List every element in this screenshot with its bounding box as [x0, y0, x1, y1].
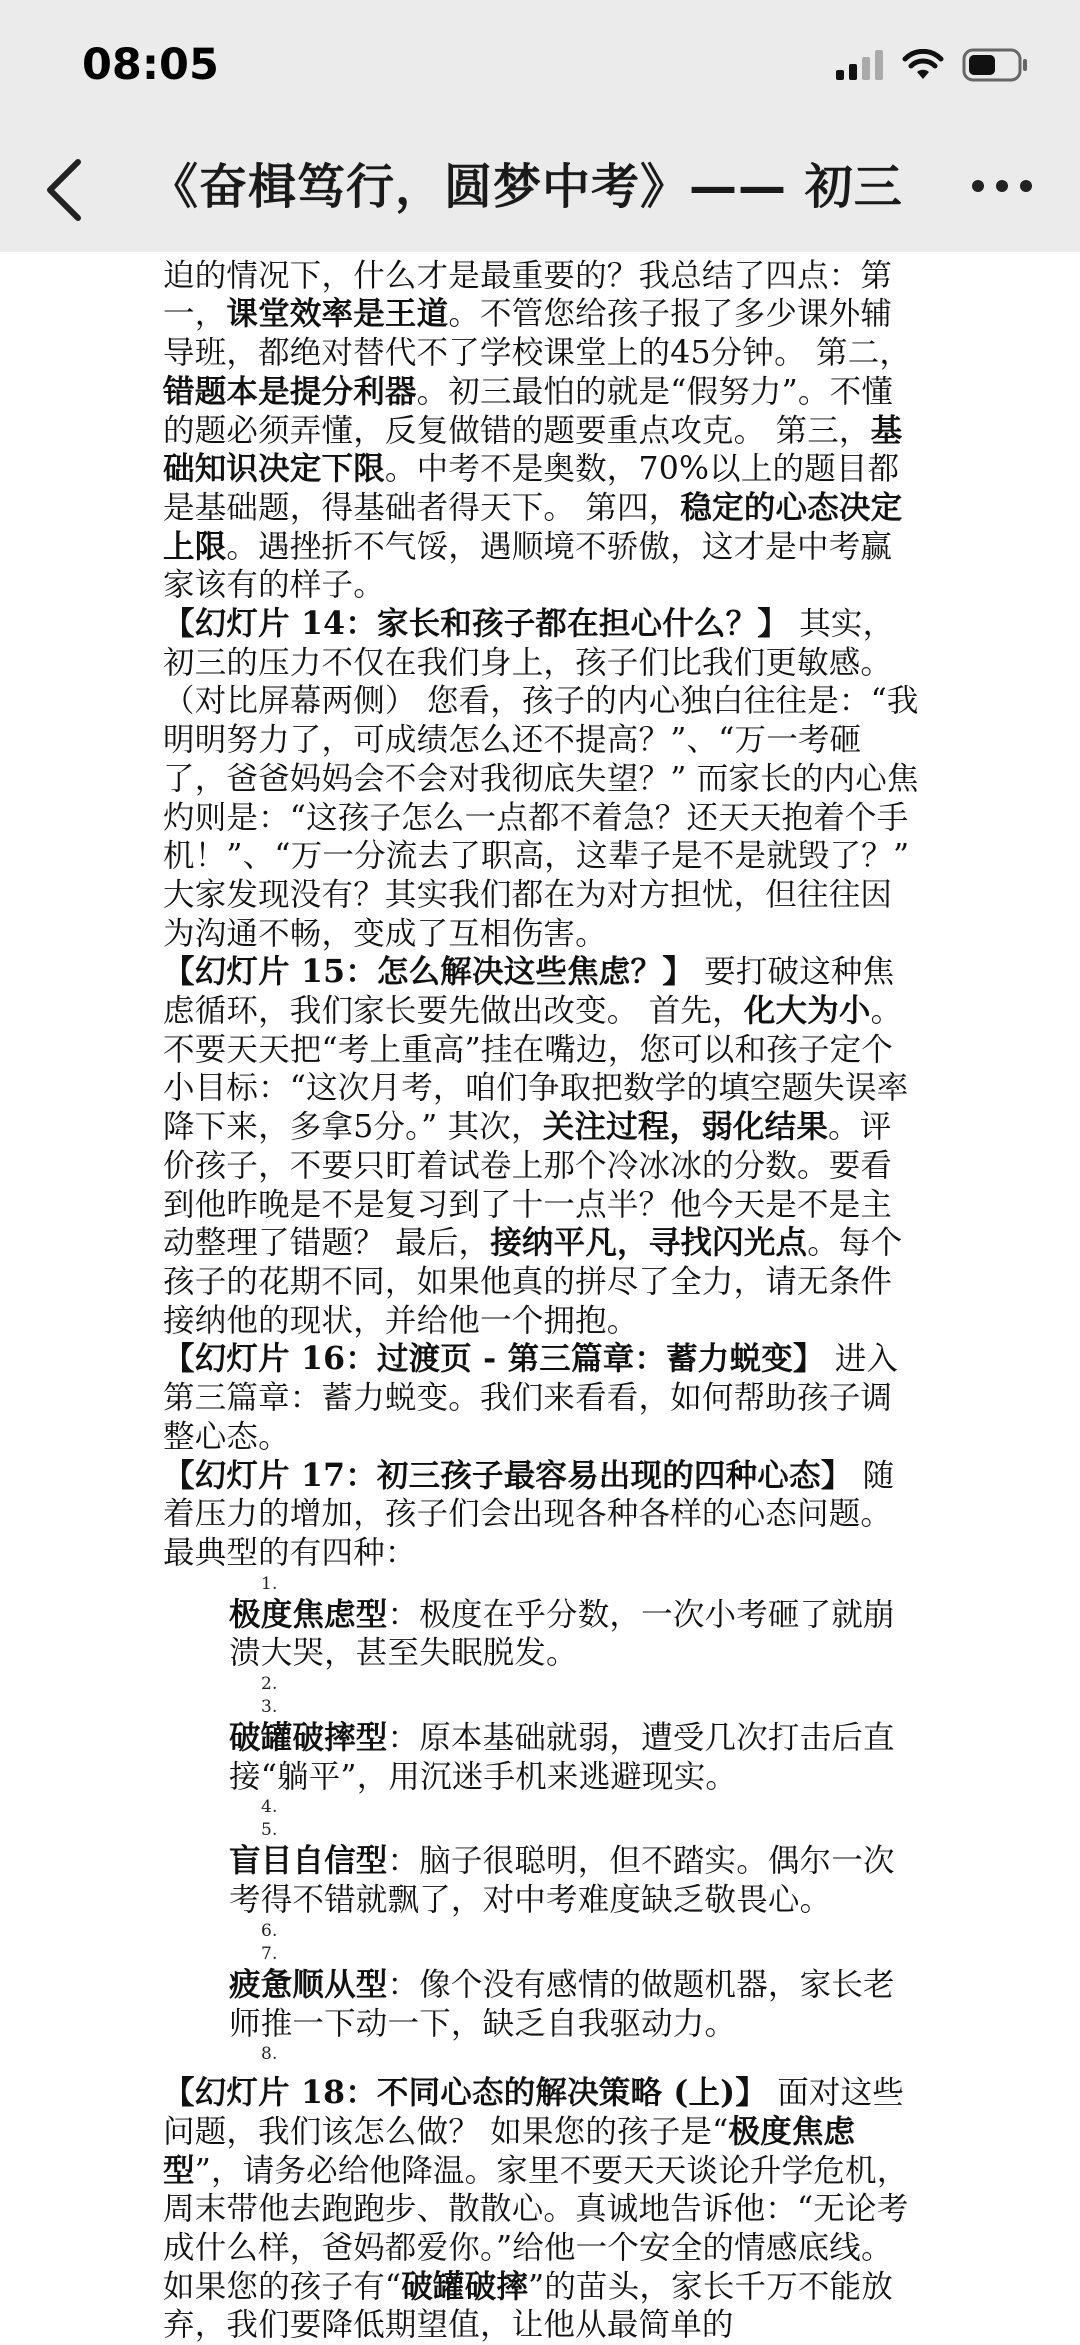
slide-17-heading: 【幻灯片 17：初三孩子最容易出现的四种心态】 [163, 1456, 853, 1494]
top-bar [0, 0, 1080, 252]
battery-icon [962, 48, 1028, 82]
chevron-left-icon [40, 150, 90, 230]
list-item [229, 1596, 923, 1673]
mindset-list [163, 1573, 923, 2067]
more-dot-icon [972, 180, 984, 192]
text: 其实，初三的压力不仅在我们身上，孩子们比我们更敏感。（对比屏幕两侧） 您看，孩子的内心独白往往是：“我明明努力了，可成绩怎么还不提高？”、“万一考砸了，爸爸妈妈会不会对我彻底失望？” 而家长的内心焦灼则是：“这孩子怎么一点都不着急？还天天抱着个手机！”、“万一分流去了职高，这辈子是不是就毁了？” 大家发现没有？其实我们都在为对方担忧，但往往因为沟通不畅，变成了互相伤害。 [163, 606, 919, 952]
text: 。每个孩子的花期不同，如果他真的拼尽了全力，请无条件接纳他的现状，并给他一个拥抱。 [163, 1225, 903, 1339]
text: 。遇挫折不气馁，遇顺境不骄傲，这才是中考赢家该有的样子。 [163, 528, 893, 604]
list-item-title: 破罐破摔型 [229, 1719, 388, 1757]
list-item-text: ：像个没有感情的做题机器，家长老师推一下动一下，缺乏自我驱动力。 [229, 1966, 895, 2042]
emphasis: 化大为小 [743, 992, 871, 1030]
more-dot-icon [996, 180, 1008, 192]
emphasis: 关注过程，弱化结果 [542, 1108, 829, 1146]
list-number: 4. [261, 1797, 278, 1818]
text: ”的苗头，家长千万不能放弃，我们要降低期望值，让他从最简单的 [163, 2268, 894, 2344]
text: 进入第三篇章：蓄力蜕变。我们来看看，如何帮助孩子调整心态。 [163, 1341, 899, 1455]
list-number: 8. [261, 2044, 278, 2065]
signal-icon [836, 50, 884, 80]
list-number: 2. [261, 1674, 278, 1695]
text: 面对这些问题，我们该怎么做？ 如果您的孩子是“ [163, 2075, 904, 2150]
slide-14-heading: 【幻灯片 14：家长和孩子都在担心什么？】 [163, 605, 790, 643]
text: 。初三最怕的就是“假努力”。不懂的题必须弄懂，反复做错的题要重点攻克。 第三， [163, 373, 894, 449]
back-button[interactable] [40, 150, 90, 230]
text: 。不管您给孩子报了多少课外辅导班，都绝对替代不了学校课堂上的45分钟。 第二， [163, 296, 912, 372]
text: ”，请务必给他降温。家里不要天天谈论升学危机，周末带他去跑跑步、散散心。真诚地告诉他：“无论考成什么样，爸妈都爱你。”给他一个安全的情感底线。 如果您的孩子有“ [163, 2152, 909, 2305]
slide-18-heading: 【幻灯片 18：不同心态的解决策略 (上)】 [163, 2074, 767, 2112]
emphasis: 极度焦虑型 [163, 2112, 856, 2189]
slide-15-paragraph [163, 953, 923, 1340]
slide-16-heading: 【幻灯片 16：过渡页 - 第三篇章：蓄力蜕变】 [163, 1340, 825, 1378]
emphasis: 破罐破摔 [401, 2267, 529, 2305]
text: 随着压力的增加，孩子们会出现各种各样的心态问题。最典型的有四种： [163, 1457, 895, 1571]
slide-18-paragraph [163, 2074, 923, 2345]
emphasis: 基础知识决定下限 [163, 411, 903, 488]
list-number: 5. [261, 1820, 278, 1841]
list-item [229, 1719, 923, 1796]
text: 。中考不是奥数，70%以上的题目都是基础题，得基础者得天下。 第四， [163, 451, 900, 526]
list-number: 6. [261, 1920, 278, 1941]
list-item-text: ：脑子很聪明，但不踏实。偶尔一次考得不错就飘了，对中考难度缺乏敬畏心。 [229, 1843, 895, 1919]
status-time: 08:05 [82, 40, 219, 90]
slide-14-paragraph [163, 605, 923, 953]
emphasis: 课堂效率是王道 [226, 295, 449, 333]
text: 迫的情况下，什么才是最重要的？我总结了四点：第一， [163, 257, 893, 333]
page-title: 《奋楫笃行，圆梦中考》—— 初三 [150, 159, 903, 215]
list-number: 3. [261, 1697, 278, 1718]
list-number: 1. [261, 1573, 278, 1594]
slide-13-paragraph [163, 218, 923, 605]
list-item [229, 1966, 923, 2043]
slide-15-heading: 【幻灯片 15：怎么解决这些焦虑？】 [163, 953, 694, 991]
list-item-text: ：极度在乎分数，一次小考砸了就崩溃大哭，甚至失眠脱发。 [229, 1596, 895, 1672]
wifi-icon [902, 49, 944, 81]
list-item-title: 疲惫顺从型 [229, 1965, 388, 2003]
list-number: 7. [261, 1943, 278, 1964]
slide-16-paragraph [163, 1340, 923, 1456]
text: 。评价孩子，不要只盯着试卷上那个冷冰冰的分数。要看到他昨晚是不是复习到了十一点半？他今天是不是主动整理了错题？ 最后， [163, 1109, 893, 1262]
list-item-text: ：原本基础就弱，遭受几次打击后直接“躺平”，用沉迷手机来逃避现实。 [229, 1720, 895, 1795]
emphasis: 接纳平凡，寻找闪光点 [490, 1224, 808, 1262]
status-icons [836, 48, 1028, 82]
more-options-button[interactable] [972, 180, 1032, 192]
emphasis: 稳定的心态决定上限 [163, 488, 903, 565]
emphasis: 错题本是提分利器 [163, 372, 417, 410]
list-item [229, 1842, 923, 1919]
list-item-title: 极度焦虑型 [229, 1595, 388, 1633]
list-item-title: 盲目自信型 [229, 1842, 388, 1880]
article-body [163, 218, 923, 2345]
text: 。不要天天把“考上重高”挂在嘴边，您可以和孩子定个小目标：“这次月考，咱们争取把数学的填空题失误率降下来，多拿5分。” 其次， [163, 993, 909, 1146]
more-dot-icon [1020, 180, 1032, 192]
text: 要打破这种焦虑循环，我们家长要先做出改变。 首先， [163, 954, 895, 1030]
slide-17-paragraph [163, 1457, 923, 1573]
